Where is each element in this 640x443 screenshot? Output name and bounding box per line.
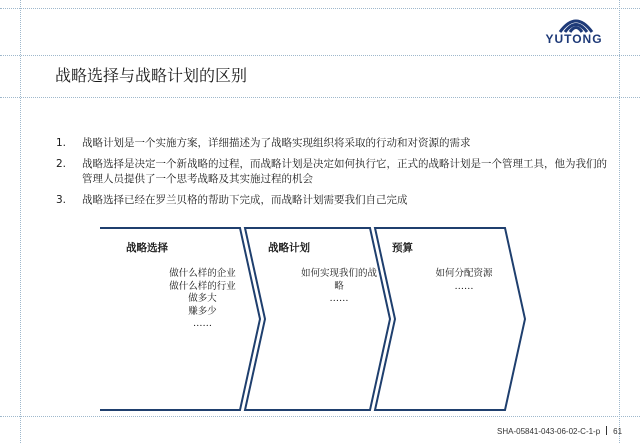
list-item-number: 2.: [56, 157, 67, 170]
list-item-text: 战略选择是决定一个新战略的过程，而战略计划是决定如何执行它，正式的战略计划是一个管理工具，他为我们的管理人员提供了一个思考战略及其实施过程的机会: [82, 157, 607, 185]
guide-line: [0, 8, 640, 9]
list-item: [56, 157, 616, 188]
guide-line: [619, 0, 620, 443]
flow-box-title: 战略计划: [268, 242, 310, 254]
list-item: [56, 136, 616, 152]
logo-text: YUTONG: [545, 32, 603, 46]
flow-box-line: 赚多少: [188, 305, 217, 317]
flow-box-body: [155, 268, 250, 331]
yutong-logo: [539, 12, 609, 46]
flow-box-title: 战略选择: [126, 242, 168, 254]
flow-box-line: ……: [193, 318, 212, 329]
page-title: 战略选择与战略计划的区别: [55, 66, 248, 85]
guide-line: [0, 55, 640, 56]
list-item-text: 战略选择已经在罗兰贝格的帮助下完成，而战略计划需要我们自己完成: [82, 193, 408, 206]
process-flow: [100, 226, 530, 412]
guide-line: [20, 0, 21, 443]
flow-box-line: ……: [454, 280, 474, 292]
list-item-number: 3.: [56, 193, 67, 206]
chevron-2: [245, 228, 390, 410]
flow-box-line: ……: [329, 293, 349, 304]
flow-box-body: [296, 268, 382, 306]
guide-line: [0, 97, 640, 98]
flow-box-line: 如何分配资源: [435, 268, 493, 279]
document-code: SHA-05841-043-06-02-C-1-p: [497, 427, 601, 436]
list-item-number: 1.: [56, 137, 67, 149]
flow-box-line: 做什么样的企业: [169, 268, 236, 279]
point-list: [56, 136, 616, 213]
guide-line: [0, 416, 640, 417]
chevron-3: [375, 228, 525, 410]
page-footer: [497, 426, 622, 436]
flow-box-line: 如何实现我们的战: [300, 268, 377, 279]
flow-box-title: 预算: [392, 242, 413, 254]
list-item-text: 战略计划是一个实施方案，详细描述为了战略实现组织将采取的行动和对资源的需求: [82, 137, 471, 149]
page-number: 61: [613, 427, 623, 436]
footer-divider: [606, 426, 607, 435]
flow-box-body: [418, 268, 510, 293]
flow-box-line: 做什么样的行业: [169, 280, 236, 292]
logo-arcs-icon: [556, 12, 596, 34]
list-item: [56, 193, 616, 209]
flow-box-line: 做多大: [188, 293, 217, 304]
flow-box-line: 略: [334, 280, 344, 292]
